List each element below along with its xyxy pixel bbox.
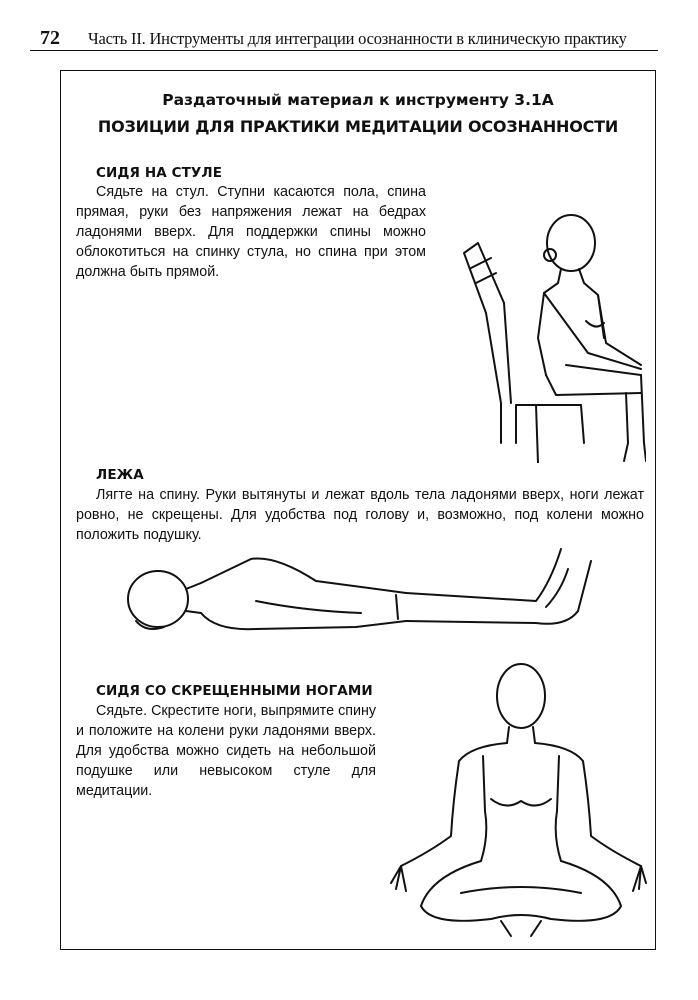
section-text-chair: Сядьте на стул. Ступни касаются пола, спина прямая, руки без напряжения лежат на бедрах ладонями вверх. Для поддержки спины можно облокотиться на спинку стула, но спина при этом должна быть прямой. — [76, 184, 426, 280]
section-heading-chair: СИДЯ НА СТУЛЕ — [96, 165, 223, 181]
section-text-cross-legged: Сядьте. Скрестите ноги, выпрямите спину и положите на колени руки ладонями вверх. Для удобства можно сидеть на небольшой подушке или невысоком стуле для медитации. — [76, 703, 376, 799]
section-heading-cross-legged: СИДЯ СО СКРЕЩЕННЫМИ НОГАМИ — [96, 683, 373, 699]
page-number: 72 — [40, 27, 60, 49]
running-header — [30, 28, 658, 51]
cross-legged-illustration — [371, 661, 651, 941]
running-title: Часть II. Инструменты для интеграции осознанности в клиническую практику — [88, 29, 627, 48]
handout-frame — [60, 70, 656, 950]
lying-illustration — [106, 541, 596, 651]
chair-sitting-illustration — [416, 143, 646, 463]
handout-subtitle: ПОЗИЦИИ ДЛЯ ПРАКТИКИ МЕДИТАЦИИ ОСОЗНАННОСТИ — [97, 117, 619, 136]
handout-title: Раздаточный материал к инструменту 3.1А — [162, 91, 554, 109]
section-heading-lying: ЛЕЖА — [96, 467, 144, 483]
section-text-lying: Лягте на спину. Руки вытянуты и лежат вдоль тела ладонями вверх, ноги лежат ровно, не скрещены. Для удобства под голову и, возможно, под колени можно положить подушку. — [76, 487, 644, 543]
